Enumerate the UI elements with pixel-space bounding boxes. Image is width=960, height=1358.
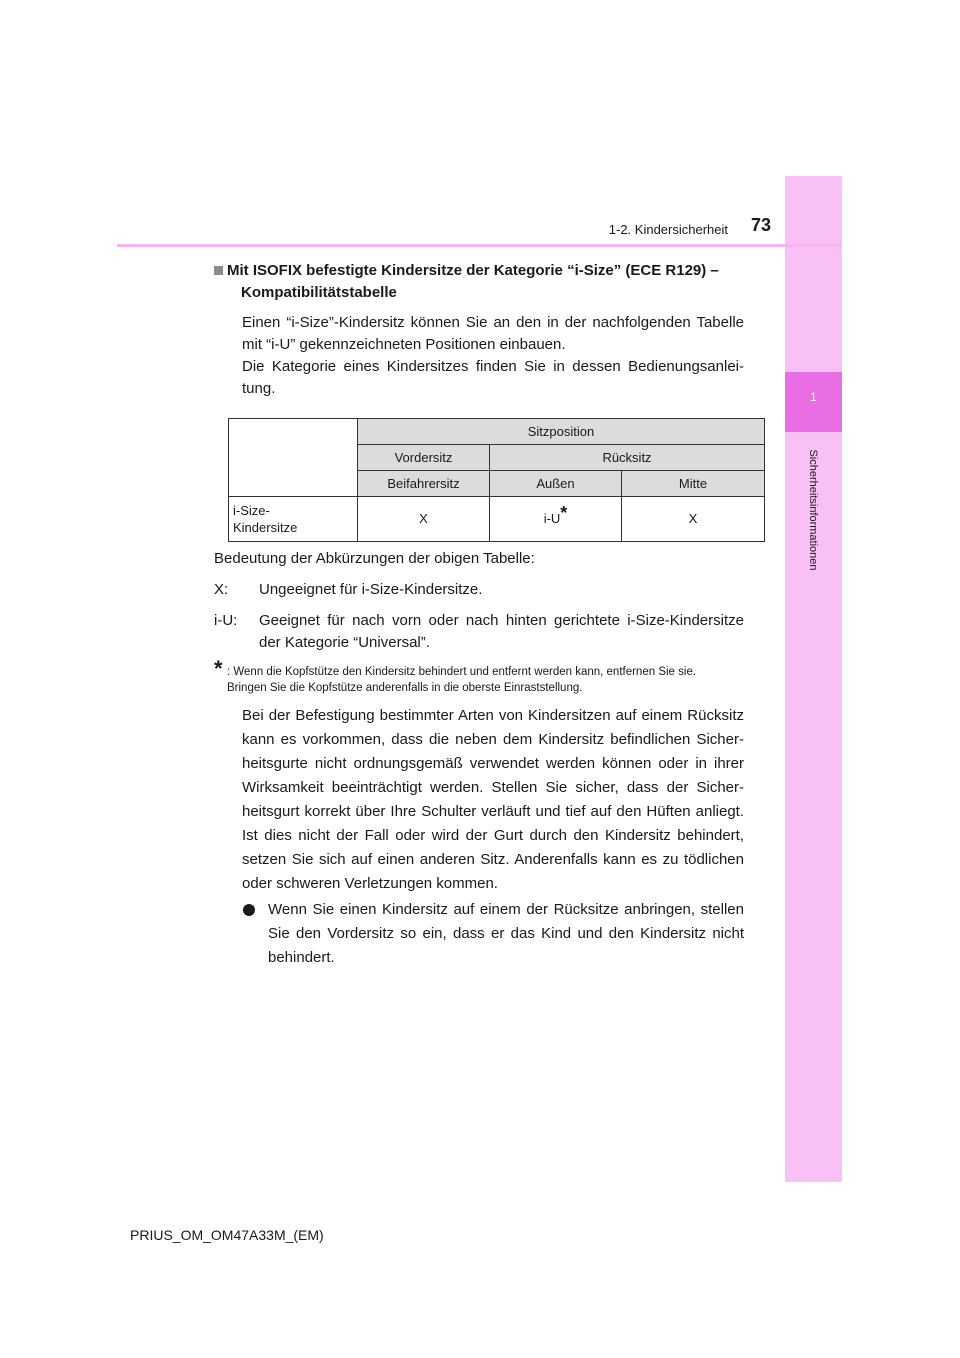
footnote-marker: * xyxy=(560,503,568,523)
footnote-line-2: Bringen Sie die Kopfstütze anderenfalls in die oberste Einraststellung. xyxy=(227,682,583,694)
square-bullet-icon xyxy=(214,266,223,275)
section-title: 1-2. Kindersicherheit xyxy=(608,222,728,237)
outer-seat-header: Außen xyxy=(490,471,622,497)
bullet-text: Wenn Sie einen Kindersitz auf einem der Rücksitze anbringen, stellen Sie den Vordersitz so ein, dass er das Kind und den Kindersitz nicht behindert. xyxy=(268,901,744,966)
legend-text-iu: Geeignet für nach vorn oder nach hinten gerichtete i-Size-Kindersitze der Kategorie “Universal”. xyxy=(259,612,744,651)
intro-paragraph-2: Die Kategorie eines Kindersitzes finden Sie in dessen Bedienungsanlei-tung. xyxy=(242,358,744,397)
heading-line-2: Kompatibilitätstabelle xyxy=(241,284,397,301)
footnote-line-1: : Wenn die Kopfstütze den Kindersitz behindert und entfernt werden kann, entfernen Sie sie. xyxy=(227,666,697,678)
list-item xyxy=(214,898,744,970)
table-corner-cell xyxy=(229,419,358,497)
passenger-seat-header: Beifahrersitz xyxy=(358,471,490,497)
seat-position-header: Sitzposition xyxy=(358,419,765,445)
legend-key-x: X: xyxy=(214,581,229,598)
chapter-title: Sicherheitsinformationen xyxy=(807,449,819,571)
row-label-line-2: Kindersitze xyxy=(233,520,298,535)
table-row xyxy=(229,497,765,542)
chapter-number: 1 xyxy=(810,390,817,404)
page-number: 73 xyxy=(751,215,772,235)
chapter-sidebar xyxy=(785,176,842,1182)
outer-seat-value-text: i-U xyxy=(543,511,561,526)
rear-seat-header: Rücksitz xyxy=(490,445,765,471)
middle-seat-header: Mitte xyxy=(622,471,765,497)
bullet-dot-icon xyxy=(243,904,255,916)
legend-title: Bedeutung der Abkürzungen der obigen Tabelle: xyxy=(214,550,535,567)
footnote xyxy=(214,656,744,696)
front-seat-header: Vordersitz xyxy=(358,445,490,471)
legend-text-x: Ungeeignet für i-Size-Kindersitze. xyxy=(259,581,483,598)
document-code: PRIUS_OM_OM47A33M_(EM) xyxy=(130,1227,324,1243)
intro-paragraph-1: Einen “i-Size”-Kindersitz können Sie an den in der nachfolgenden Tabelle mit “i-U” gekennzeichneten Positionen einbauen. xyxy=(242,314,744,353)
legend-item-iu xyxy=(214,610,744,654)
page-content xyxy=(214,258,744,970)
row-label-line-1: i-Size- xyxy=(233,503,270,518)
passenger-seat-value: X xyxy=(358,497,490,542)
outer-seat-value xyxy=(490,497,622,542)
header-divider xyxy=(117,244,842,247)
compatibility-table xyxy=(228,418,765,542)
footnote-star: * xyxy=(214,656,223,681)
row-label xyxy=(229,497,358,542)
middle-seat-value: X xyxy=(622,497,765,542)
legend-key-iu: i-U: xyxy=(214,612,238,629)
warning-paragraph: Bei der Befestigung bestimmter Arten von Kindersitzen auf einem Rücksitz kann es vorkommen, dass die neben dem Kindersitz befindlichen Sicher-heitsgurte nicht ordnungsgemäß verwendet werden können oder in ihrer Wirksamkeit beeinträchtigt werden. Stellen Sie sicher, dass der Sicher-heitsgurt korrekt über Ihre Schulter verläuft und tief auf den Hüften anliegt. Ist dies nicht der Fall oder wird der Gurt durch den Kindersitz behindert, setzen Sie sich auf einen anderen Sitz. Anderenfalls kann es zu tödlichen oder schweren Verletzungen kommen. xyxy=(242,707,744,892)
legend-item-x xyxy=(214,579,744,601)
heading-line-1: Mit ISOFIX befestigte Kindersitze der Kategorie “i-Size” (ECE R129) – xyxy=(227,262,719,279)
section-heading xyxy=(214,260,744,304)
